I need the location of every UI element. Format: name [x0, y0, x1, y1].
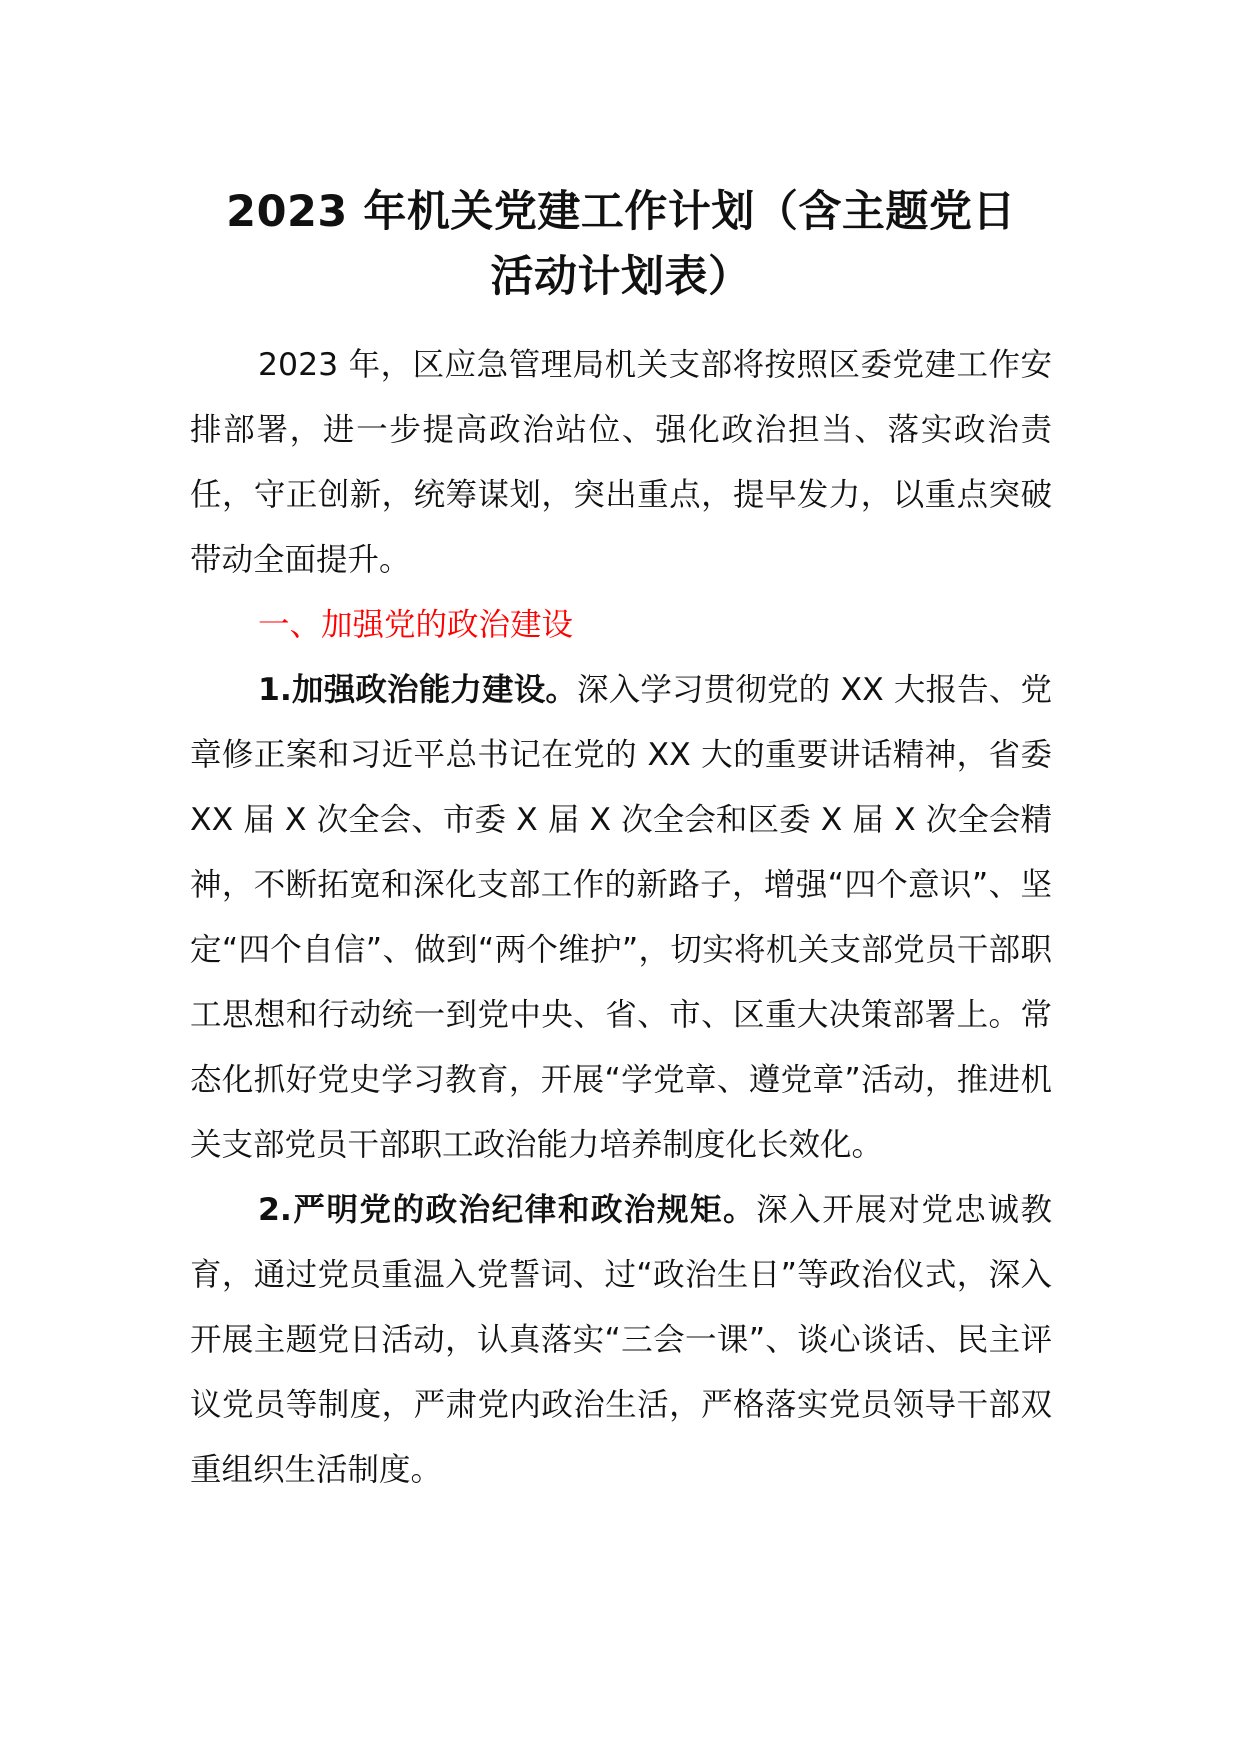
- item-2-body: 深入开展对党忠诚教育，通过党员重温入党誓词、过“政治生日”等政治仪式，深入开展主题党日活动，认真落实“三会一课”、谈心谈话、民主评议党员等制度，严肃党内政治生活，严格落实党员领导干部双重组织生活制度。: [190, 1192, 1052, 1488]
- document-title: [190, 180, 1052, 309]
- item-1-paragraph: [190, 658, 1052, 1178]
- item-2-lead: 2.严明党的政治纪律和政治规矩。: [258, 1192, 757, 1228]
- item-1-lead: 1.加强政治能力建设。: [258, 672, 578, 708]
- document-body: [190, 180, 1052, 1503]
- title-line-1: 2023 年机关党建工作计划（含主题党日: [226, 187, 1016, 237]
- item-2-paragraph: [190, 1178, 1052, 1503]
- section-heading-1: 一、加强党的政治建设: [258, 607, 574, 643]
- item-1-body: 深入学习贯彻党的 XX 大报告、党章修正案和习近平总书记在党的 XX 大的重要讲话精神，省委 XX 届 X 次全会、市委 X 届 X 次全会和区委 X 届 X 次全会精神，不断拓宽和深化支部工作的新路子，增强“四个意识”、坚定“四个自信”、做到“两个维护”，切实将机关支部党员干部职工思想和行动统一到党中央、省、市、区重大决策部署上。常态化抓好党史学习教育，开展“学党章、遵党章”活动，推进机关支部党员干部职工政治能力培养制度化长效化。: [190, 672, 1053, 1163]
- intro-paragraph: 2023 年，区应急管理局机关支部将按照区委党建工作安排部署，进一步提高政治站位、强化政治担当、落实政治责任，守正创新，统筹谋划，突出重点，提早发力，以重点突破带动全面提升。: [190, 347, 1052, 578]
- title-line-2: 活动计划表）: [490, 252, 752, 302]
